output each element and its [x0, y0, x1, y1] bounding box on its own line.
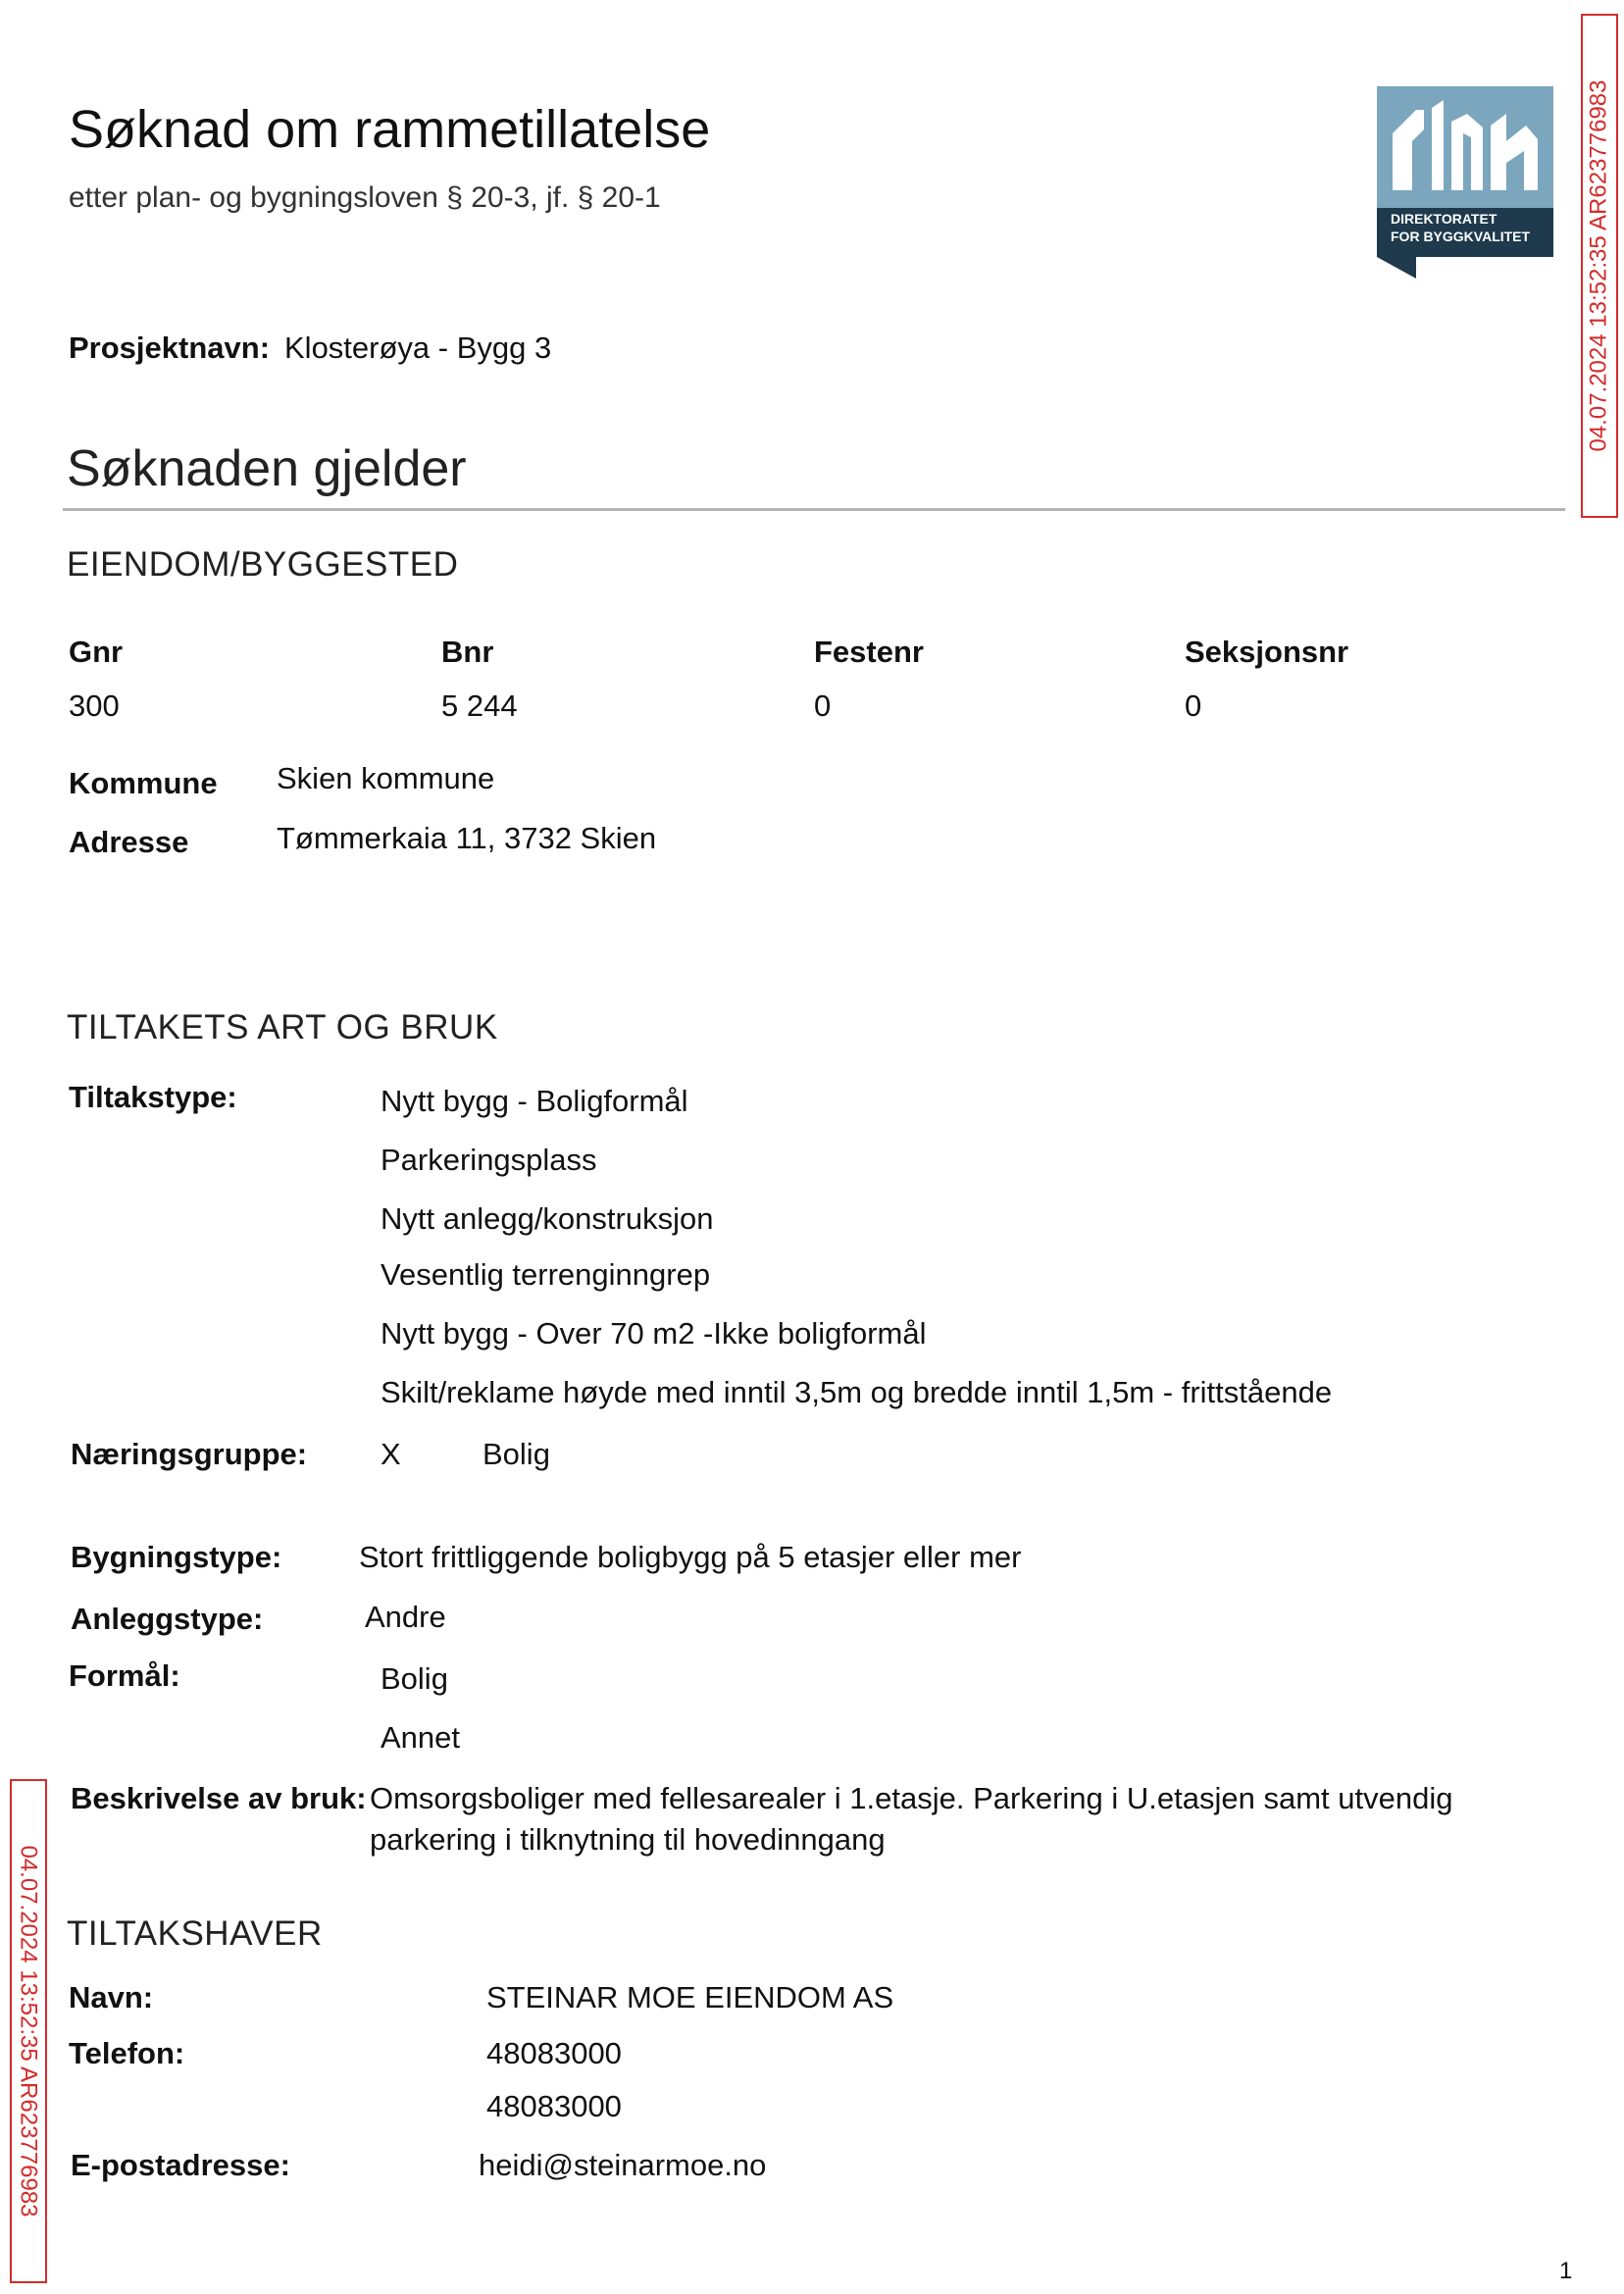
- telefon-value: 48083000: [486, 2036, 622, 2070]
- page-number: 1: [1559, 2258, 1573, 2284]
- property-heading: EIENDOM/BYGGESTED: [67, 545, 459, 584]
- bygningstype-label: Bygningstype:: [71, 1540, 282, 1574]
- gnr-value: 300: [69, 688, 120, 723]
- stamp-text: 04.07.2024 13:52:35 AR623776983: [1586, 79, 1612, 452]
- seksjonsnr-value: 0: [1185, 688, 1202, 723]
- anleggstype-value: Andre: [365, 1600, 446, 1634]
- beskrivelse-line: parkering i tilknytning til hovedinngang: [370, 1822, 886, 1857]
- tiltakstype-item: Vesentlig terrenginngrep: [381, 1257, 711, 1292]
- telefon-value: 48083000: [486, 2089, 622, 2123]
- beskrivelse-line: Omsorgsboliger med fellesarealer i 1.etasje. Parkering i U.etasjen samt utvendig: [370, 1781, 1453, 1815]
- page-title: Søknad om rammetillatelse: [69, 100, 711, 159]
- naeringsgruppe-code: X: [381, 1437, 401, 1471]
- adresse-label: Adresse: [69, 825, 189, 859]
- received-stamp-right: [1581, 14, 1618, 518]
- formal-item: Bolig: [381, 1661, 448, 1696]
- stamp-text: 04.07.2024 13:52:35 AR623776983: [16, 1845, 42, 2218]
- project-name-label: Prosjektnavn:: [69, 331, 271, 365]
- bygningstype-value: Stort frittliggende boligbygg på 5 etasjer eller mer: [359, 1540, 1022, 1574]
- page-subtitle: etter plan- og bygningsloven § 20-3, jf. § 20-1: [69, 181, 661, 214]
- tiltakstype-item: Skilt/reklame høyde med inntil 3,5m og bredde inntil 1,5m - frittstående: [381, 1375, 1333, 1409]
- tiltakstype-item: Nytt bygg - Boligformål: [381, 1084, 688, 1118]
- epost-label: E-postadresse:: [71, 2148, 290, 2182]
- beskrivelse-label: Beskrivelse av bruk:: [71, 1781, 367, 1815]
- received-stamp-left: [10, 1779, 47, 2283]
- kommune-label: Kommune: [69, 766, 218, 800]
- section-divider: [63, 508, 1565, 511]
- formal-item: Annet: [381, 1720, 461, 1755]
- tiltakstype-item: Nytt bygg - Over 70 m2 -Ikke boligformål: [381, 1316, 927, 1351]
- kommune-value: Skien kommune: [277, 761, 495, 795]
- formal-label: Formål:: [69, 1658, 180, 1693]
- gnr-label: Gnr: [69, 635, 124, 669]
- tiltakstype-label: Tiltakstype:: [69, 1080, 237, 1114]
- seksjonsnr-label: Seksjonsnr: [1185, 635, 1349, 669]
- tiltakstype-item: Parkeringsplass: [381, 1143, 597, 1177]
- adresse-value: Tømmerkaia 11, 3732 Skien: [277, 821, 657, 855]
- tiltak-heading: TILTAKETS ART OG BRUK: [67, 1008, 498, 1046]
- section-title: Søknaden gjelder: [67, 440, 467, 497]
- tiltakstype-item: Nytt anlegg/konstruksjon: [381, 1201, 714, 1236]
- naeringsgruppe-value: Bolig: [482, 1437, 550, 1471]
- dibk-logo-mark: [1377, 86, 1553, 279]
- dibk-logo: [1377, 86, 1553, 279]
- logo-text-line2: FOR BYGGKVALITET: [1391, 229, 1531, 244]
- bnr-value: 5 244: [441, 688, 518, 723]
- project-name-value: Klosterøya - Bygg 3: [284, 331, 552, 365]
- navn-label: Navn:: [69, 1980, 154, 2014]
- anleggstype-label: Anleggstype:: [71, 1602, 264, 1636]
- navn-value: STEINAR MOE EIENDOM AS: [486, 1980, 894, 2014]
- tiltakshaver-heading: TILTAKSHAVER: [67, 1914, 323, 1953]
- logo-text-line1: DIREKTORATET: [1391, 211, 1497, 227]
- bnr-label: Bnr: [441, 635, 494, 669]
- naeringsgruppe-label: Næringsgruppe:: [71, 1437, 308, 1471]
- telefon-label: Telefon:: [69, 2036, 185, 2070]
- epost-value[interactable]: heidi@steinarmoe.no: [479, 2148, 767, 2182]
- festenr-label: Festenr: [814, 635, 924, 669]
- festenr-value: 0: [814, 688, 832, 723]
